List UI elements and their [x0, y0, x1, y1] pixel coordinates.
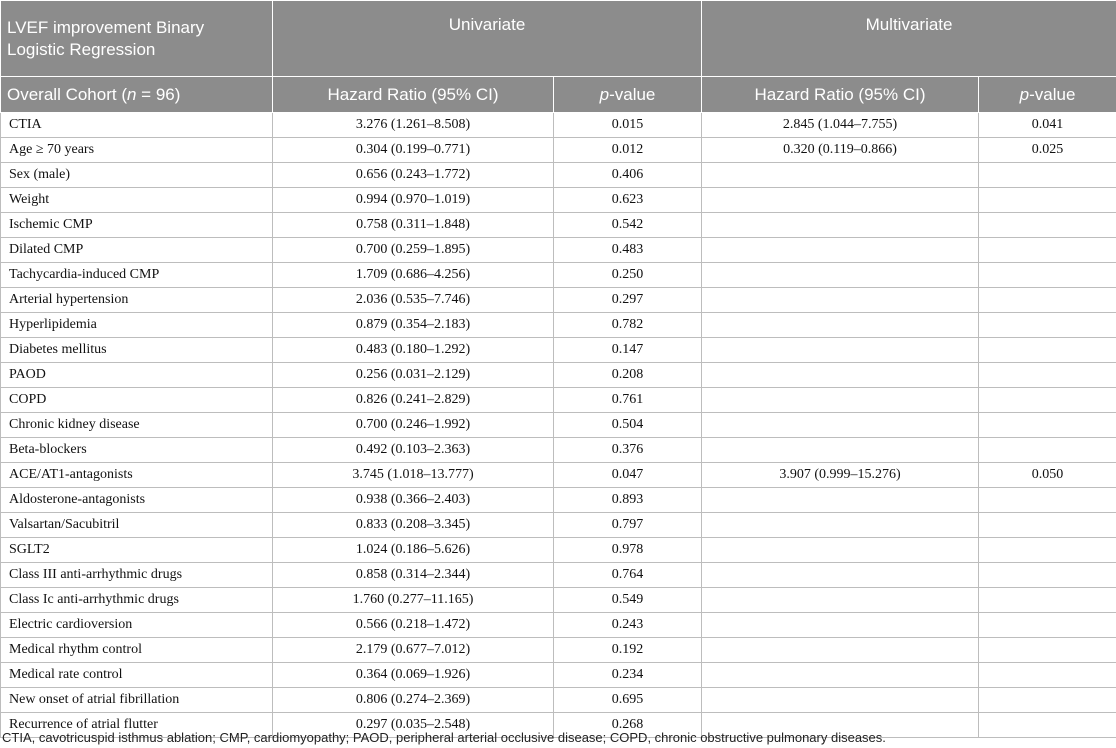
univariate-hr: 0.483 (0.180–1.292) [273, 338, 554, 363]
multivariate-p [979, 638, 1116, 663]
multivariate-p [979, 188, 1116, 213]
multivariate-hr [702, 388, 979, 413]
table-row [1, 113, 1116, 138]
univariate-p: 0.782 [554, 313, 702, 338]
table-row [1, 663, 1116, 688]
variable-name: SGLT2 [1, 538, 273, 563]
variable-name: Weight [1, 188, 273, 213]
variable-name: Electric cardioversion [1, 613, 273, 638]
variable-name: Recurrence of atrial flutter [1, 713, 273, 738]
univariate-p: 0.297 [554, 288, 702, 313]
univariate-p: 0.012 [554, 138, 702, 163]
multivariate-hr [702, 613, 979, 638]
cohort-suffix: = 96) [136, 84, 181, 104]
univariate-p: 0.234 [554, 663, 702, 688]
univariate-p: 0.483 [554, 238, 702, 263]
p-italic: p [599, 84, 610, 104]
multivariate-p [979, 538, 1116, 563]
univariate-hr: 0.700 (0.259–1.895) [273, 238, 554, 263]
multivariate-hr [702, 238, 979, 263]
univariate-p: 0.695 [554, 688, 702, 713]
univariate-p: 0.761 [554, 388, 702, 413]
univariate-hr: 0.700 (0.246–1.992) [273, 413, 554, 438]
table-row [1, 538, 1116, 563]
univariate-p: 0.542 [554, 213, 702, 238]
p-suffix: -value [1029, 84, 1076, 104]
table-row [1, 413, 1116, 438]
variable-name: Sex (male) [1, 163, 273, 188]
p-italic: p [1019, 84, 1030, 104]
univariate-hr: 0.364 (0.069–1.926) [273, 663, 554, 688]
univariate-hr: 0.806 (0.274–2.369) [273, 688, 554, 713]
univariate-hr: 0.492 (0.103–2.363) [273, 438, 554, 463]
table-row [1, 263, 1116, 288]
multivariate-hr [702, 438, 979, 463]
multivariate-hr [702, 688, 979, 713]
univariate-p: 0.243 [554, 613, 702, 638]
univariate-p: 0.764 [554, 563, 702, 588]
variable-name: CTIA [1, 113, 273, 138]
variable-name: Aldosterone-antagonists [1, 488, 273, 513]
multivariate-p [979, 288, 1116, 313]
table-row [1, 288, 1116, 313]
table-row [1, 688, 1116, 713]
multivariate-p [979, 388, 1116, 413]
univariate-hr: 1.709 (0.686–4.256) [273, 263, 554, 288]
multivariate-p [979, 163, 1116, 188]
univariate-p: 0.015 [554, 113, 702, 138]
univariate-p: 0.504 [554, 413, 702, 438]
table-row [1, 163, 1116, 188]
univariate-p: 0.208 [554, 363, 702, 388]
multivariate-p [979, 513, 1116, 538]
table-row [1, 388, 1116, 413]
variable-name: Age ≥ 70 years [1, 138, 273, 163]
multivariate-p [979, 313, 1116, 338]
table-row [1, 588, 1116, 613]
univariate-hr: 2.036 (0.535–7.746) [273, 288, 554, 313]
table-row [1, 138, 1116, 163]
multivariate-hr [702, 213, 979, 238]
variable-name: ACE/AT1-antagonists [1, 463, 273, 488]
multivariate-hr [702, 563, 979, 588]
multivariate-p [979, 438, 1116, 463]
table-row [1, 188, 1116, 213]
multivariate-p [979, 713, 1116, 738]
multivariate-hr [702, 163, 979, 188]
table-row [1, 438, 1116, 463]
multivariate-hr [702, 638, 979, 663]
multivariate-p [979, 238, 1116, 263]
p-suffix: -value [609, 84, 656, 104]
footnote: CTIA, cavotricuspid isthmus ablation; CMP, cardiomyopathy; PAOD, peripheral arterial occlusive disease; COPD, chronic obstructive pulmonary diseases. [2, 730, 886, 745]
table-title: LVEF improvement Binary Logistic Regression [1, 1, 273, 77]
variable-name: Tachycardia-induced CMP [1, 263, 273, 288]
univariate-p: 0.192 [554, 638, 702, 663]
header-row-groups [1, 1, 1116, 77]
univariate-p: 0.797 [554, 513, 702, 538]
univariate-p: 0.250 [554, 263, 702, 288]
table-row [1, 488, 1116, 513]
multivariate-p [979, 213, 1116, 238]
multivariate-p [979, 688, 1116, 713]
univariate-hr: 2.179 (0.677–7.012) [273, 638, 554, 663]
univariate-p: 0.623 [554, 188, 702, 213]
multivariate-p [979, 413, 1116, 438]
multivariate-p-header [979, 77, 1116, 113]
univariate-hr: 1.024 (0.186–5.626) [273, 538, 554, 563]
multivariate-hr [702, 488, 979, 513]
variable-name: Hyperlipidemia [1, 313, 273, 338]
multivariate-p [979, 363, 1116, 388]
univariate-hr: 3.276 (1.261–8.508) [273, 113, 554, 138]
multivariate-p [979, 588, 1116, 613]
univariate-hr: 0.994 (0.970–1.019) [273, 188, 554, 213]
table-row [1, 338, 1116, 363]
variable-name: Medical rhythm control [1, 638, 273, 663]
variable-name: Dilated CMP [1, 238, 273, 263]
table-row [1, 513, 1116, 538]
table-row [1, 363, 1116, 388]
multivariate-hr [702, 288, 979, 313]
univariate-hr: 0.826 (0.241–2.829) [273, 388, 554, 413]
univariate-p: 0.047 [554, 463, 702, 488]
multivariate-hr [702, 363, 979, 388]
univariate-hr: 0.656 (0.243–1.772) [273, 163, 554, 188]
multivariate-hr [702, 413, 979, 438]
variable-name: Ischemic CMP [1, 213, 273, 238]
univariate-hr: 0.858 (0.314–2.344) [273, 563, 554, 588]
table-row [1, 613, 1116, 638]
univariate-hr: 0.833 (0.208–3.345) [273, 513, 554, 538]
table-row [1, 238, 1116, 263]
multivariate-p: 0.041 [979, 113, 1116, 138]
univariate-hr: 0.256 (0.031–2.129) [273, 363, 554, 388]
header-row-columns [1, 77, 1116, 113]
multivariate-p: 0.050 [979, 463, 1116, 488]
variable-name: COPD [1, 388, 273, 413]
univariate-hr: 0.566 (0.218–1.472) [273, 613, 554, 638]
table-row [1, 463, 1116, 488]
univariate-p-header [554, 77, 702, 113]
univariate-hr-header: Hazard Ratio (95% CI) [273, 77, 554, 113]
cohort-prefix: Overall Cohort ( [7, 84, 127, 104]
multivariate-hr [702, 513, 979, 538]
univariate-hr: 0.879 (0.354–2.183) [273, 313, 554, 338]
multivariate-hr: 2.845 (1.044–7.755) [702, 113, 979, 138]
variable-name: PAOD [1, 363, 273, 388]
multivariate-hr [702, 588, 979, 613]
univariate-p: 0.549 [554, 588, 702, 613]
variable-name: Arterial hypertension [1, 288, 273, 313]
univariate-p: 0.978 [554, 538, 702, 563]
multivariate-p [979, 263, 1116, 288]
univariate-p: 0.147 [554, 338, 702, 363]
univariate-hr: 0.938 (0.366–2.403) [273, 488, 554, 513]
multivariate-hr [702, 263, 979, 288]
univariate-hr: 1.760 (0.277–11.165) [273, 588, 554, 613]
multivariate-p [979, 488, 1116, 513]
variable-name: New onset of atrial fibrillation [1, 688, 273, 713]
univariate-p: 0.268 [554, 713, 702, 738]
variable-name: Medical rate control [1, 663, 273, 688]
multivariate-p [979, 663, 1116, 688]
variable-name: Valsartan/Sacubitril [1, 513, 273, 538]
variable-name: Diabetes mellitus [1, 338, 273, 363]
multivariate-hr [702, 338, 979, 363]
univariate-p: 0.406 [554, 163, 702, 188]
variable-name: Class Ic anti-arrhythmic drugs [1, 588, 273, 613]
variable-name: Chronic kidney disease [1, 413, 273, 438]
multivariate-hr: 0.320 (0.119–0.866) [702, 138, 979, 163]
multivariate-group-header: Multivariate [702, 1, 1116, 77]
multivariate-hr [702, 313, 979, 338]
univariate-p: 0.893 [554, 488, 702, 513]
univariate-hr: 3.745 (1.018–13.777) [273, 463, 554, 488]
variable-name: Beta-blockers [1, 438, 273, 463]
table-body [1, 113, 1116, 738]
table-row [1, 213, 1116, 238]
multivariate-hr [702, 663, 979, 688]
cohort-n: n [126, 84, 137, 104]
multivariate-p [979, 613, 1116, 638]
multivariate-hr-header: Hazard Ratio (95% CI) [702, 77, 979, 113]
multivariate-p: 0.025 [979, 138, 1116, 163]
multivariate-p [979, 563, 1116, 588]
univariate-group-header: Univariate [273, 1, 702, 77]
univariate-p: 0.376 [554, 438, 702, 463]
multivariate-hr [702, 188, 979, 213]
cohort-header [1, 77, 273, 113]
univariate-hr: 0.297 (0.035–2.548) [273, 713, 554, 738]
table-row [1, 313, 1116, 338]
multivariate-p [979, 338, 1116, 363]
table-header [1, 1, 1116, 113]
multivariate-hr: 3.907 (0.999–15.276) [702, 463, 979, 488]
univariate-hr: 0.304 (0.199–0.771) [273, 138, 554, 163]
multivariate-hr [702, 538, 979, 563]
table-row [1, 638, 1116, 663]
table-row [1, 563, 1116, 588]
variable-name: Class III anti-arrhythmic drugs [1, 563, 273, 588]
univariate-hr: 0.758 (0.311–1.848) [273, 213, 554, 238]
